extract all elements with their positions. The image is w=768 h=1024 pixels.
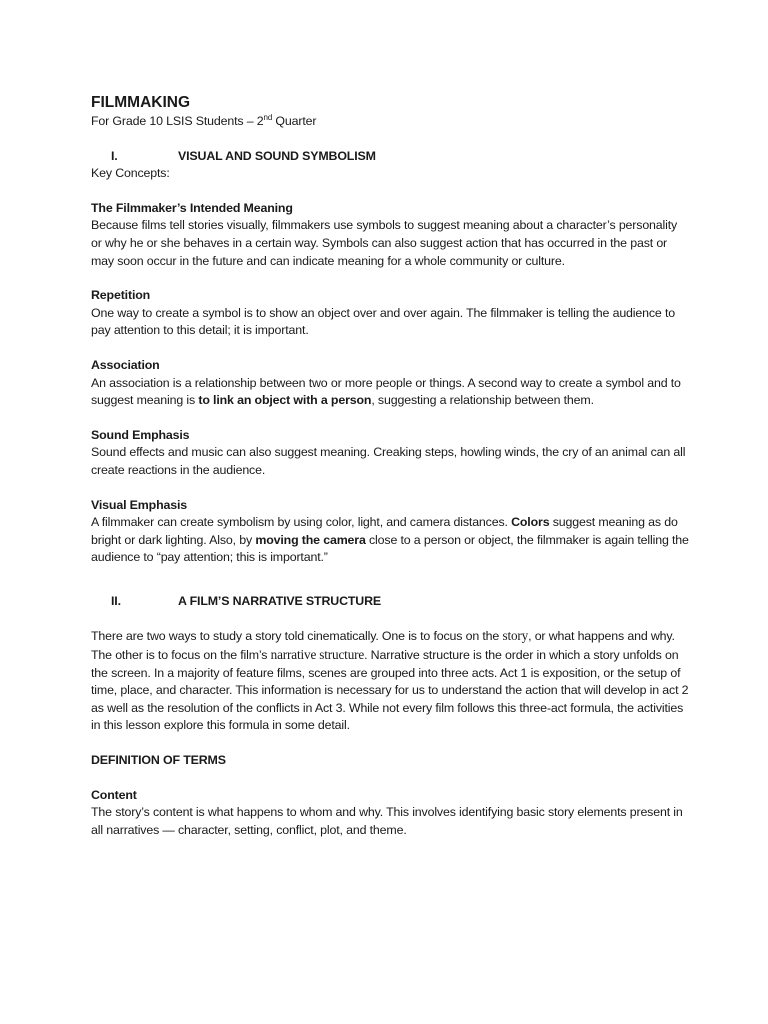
section-number-1: I.: [111, 148, 118, 163]
section-title-1: VISUAL AND SOUND SYMBOLISM: [178, 148, 376, 163]
visual-text-2: suggest meaning as do bright or dark lighting. Also, by: [91, 515, 678, 547]
document-title: FILMMAKING: [91, 94, 191, 111]
document-body: [91, 93, 691, 839]
association-text-end: , suggesting a relationship between them.: [371, 393, 594, 408]
heading-association: Association: [91, 357, 160, 372]
paragraph-association: [91, 375, 691, 410]
key-concepts-label: Key Concepts:: [91, 166, 170, 181]
section-number-2: II.: [111, 593, 121, 608]
narrative-text-2: , or what happens and why. The other is to focus on the film’s: [91, 629, 675, 663]
visual-text-3: close to a person or object, the filmmaker is again telling the audience to “pay attention; this is important.”: [91, 532, 689, 565]
heading-intended-meaning: The Filmmaker’s Intended Meaning: [91, 200, 293, 215]
document-subtitle: [91, 113, 691, 131]
subtitle-superscript: nd: [263, 112, 273, 122]
visual-emphasis-camera: moving the camera: [255, 532, 366, 547]
paragraph-sound-emphasis: Sound effects and music can also suggest meaning. Creaking steps, howling winds, the cry of an animal can all create reactions in the audience.: [91, 445, 686, 477]
narrative-text-1: There are two ways to study a story told cinematically. One is to focus on the: [91, 629, 503, 644]
heading-repetition: Repetition: [91, 288, 151, 303]
section-title-2: A FILM’S NARRATIVE STRUCTURE: [178, 593, 381, 608]
section-heading-1: [91, 148, 691, 166]
narrative-term-story: story: [502, 628, 529, 644]
paragraph-narrative-structure: [91, 627, 691, 735]
visual-text-1: A filmmaker can create symbolism by using color, light, and camera distances.: [91, 515, 512, 530]
narrative-text-3: . Narrative structure is the order in which a story unfolds on the screen. In a majority of feature films, scenes are grouped into three acts. Act 1 is exposition, or the setup of time, place, and character. This information is necessary for us to understand the action that will develop in act 2 as well as the resolution of the conflicts in Act 3. While not every film follows this three-act formula, the activities in this lesson explore this formula in some detail.: [91, 648, 689, 733]
subtitle-quarter: Quarter: [272, 114, 317, 128]
paragraph-content: The story’s content is what happens to whom and why. This involves identifying basic story elements present in all narratives — character, setting, conflict, plot, and theme.: [91, 805, 683, 837]
subtitle-text: For Grade 10 LSIS Students – 2: [91, 114, 264, 128]
association-text-start: An association is a relationship between two or more people or things. A second way to create a symbol and to suggest meaning is: [91, 375, 681, 408]
narrative-term-structure: narrative structure: [270, 647, 365, 663]
heading-visual-emphasis: Visual Emphasis: [91, 497, 188, 512]
heading-content: Content: [91, 787, 137, 802]
paragraph-repetition: One way to create a symbol is to show an object over and over again. The filmmaker is telling the audience to pay attention to this detail; it is important.: [91, 305, 675, 338]
visual-emphasis-colors: Colors: [511, 515, 550, 530]
heading-sound-emphasis: Sound Emphasis: [91, 427, 190, 442]
association-emphasis: to link an object with a person: [198, 393, 372, 408]
section-heading-2: [91, 593, 691, 611]
heading-definition-of-terms: DEFINITION OF TERMS: [91, 753, 226, 768]
paragraph-visual-emphasis: [91, 514, 691, 567]
paragraph-intended-meaning: Because films tell stories visually, filmmakers use symbols to suggest meaning about a character’s personality or why he or she behaves in a certain way. Symbols can also suggest action that has occurred in the past or may soon occur in the future and can indicate meaning for a whole community or culture.: [91, 218, 678, 268]
